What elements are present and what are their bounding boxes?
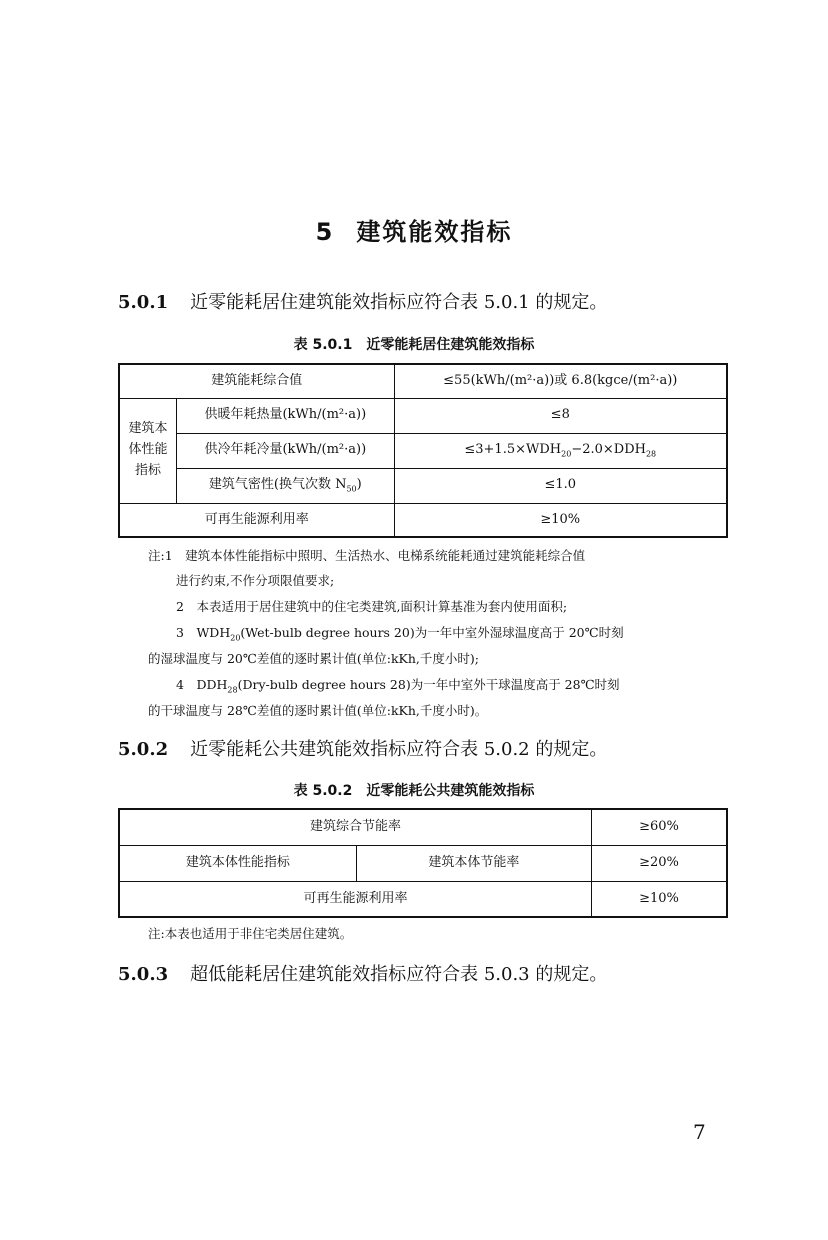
table-group-label bbox=[119, 398, 177, 503]
note-subscript: 20 bbox=[230, 633, 241, 643]
table-cell-value: ≤1.0 bbox=[394, 468, 727, 503]
table-note-3-line-1 bbox=[176, 625, 624, 643]
clause-number: 5.0.1 bbox=[118, 292, 169, 313]
table-cell-value bbox=[394, 433, 727, 468]
group-label-line: 体性能 bbox=[128, 442, 168, 458]
table-cell-label: 建筑能耗综合值 bbox=[119, 364, 394, 398]
table-cell-label bbox=[177, 468, 394, 503]
table-cell-label: 供暖年耗热量(kWh/(m²·a)) bbox=[177, 398, 394, 433]
table-row bbox=[119, 845, 727, 881]
table-row bbox=[119, 433, 727, 468]
table-cell-value: ≤8 bbox=[394, 398, 727, 433]
clause-text: 近零能耗公共建筑能效指标应符合表 5.0.2 的规定。 bbox=[190, 739, 608, 760]
table-note-1-line-1: 注:1 建筑本体性能指标中照明、生活热水、电梯系统能耗通过建筑能耗综合值 bbox=[148, 548, 586, 563]
clause-text: 超低能耗居住建筑能效指标应符合表 5.0.3 的规定。 bbox=[190, 964, 608, 985]
formula-part: ≤3+1.5×WDH bbox=[464, 441, 562, 457]
clause-text: 近零能耗居住建筑能效指标应符合表 5.0.1 的规定。 bbox=[190, 292, 608, 313]
clause-number: 5.0.2 bbox=[118, 739, 169, 760]
table-cell-value: ≥10% bbox=[591, 881, 727, 917]
table-cell-label: 建筑综合节能率 bbox=[119, 809, 591, 845]
table-row bbox=[119, 881, 727, 917]
table-cell-label: 供冷年耗冷量(kWh/(m²·a)) bbox=[177, 433, 394, 468]
label-part: 建筑气密性(换气次数 N bbox=[208, 476, 347, 492]
table-title: 近零能耗公共建筑能效指标 bbox=[366, 783, 535, 799]
table-note-4-line-1 bbox=[176, 677, 620, 695]
table-row bbox=[119, 364, 727, 398]
table-row bbox=[119, 503, 727, 537]
table-cell-value: ≥10% bbox=[394, 503, 727, 537]
table-row bbox=[119, 468, 727, 503]
table-row bbox=[119, 398, 727, 433]
table-5-0-1-caption bbox=[0, 334, 828, 354]
table-title: 近零能耗居住建筑能效指标 bbox=[366, 337, 535, 353]
table-5-0-2-caption bbox=[0, 780, 828, 800]
chapter-title bbox=[0, 212, 828, 247]
table-group-label: 建筑本体性能指标 bbox=[119, 845, 356, 881]
table-5-0-2 bbox=[118, 808, 728, 918]
table-5-0-2-note: 注:本表也适用于非住宅类居住建筑。 bbox=[148, 926, 353, 941]
clause-5-0-2 bbox=[118, 735, 607, 761]
label-subscript: 50 bbox=[346, 484, 357, 494]
note-part: (Wet-bulb degree hours 20)为一年中室外湿球温度高于 20℃时刻 bbox=[240, 625, 624, 640]
table-cell-value: ≥60% bbox=[591, 809, 727, 845]
group-label-line: 建筑本 bbox=[128, 421, 168, 437]
table-number: 表 5.0.1 bbox=[293, 337, 353, 353]
clause-5-0-1 bbox=[118, 288, 607, 314]
table-cell-label: 建筑本体节能率 bbox=[356, 845, 591, 881]
table-note-3-line-2: 的湿球温度与 20℃差值的逐时累计值(单位:kKh,千度小时); bbox=[148, 651, 479, 666]
table-cell-value: ≥20% bbox=[591, 845, 727, 881]
table-number: 表 5.0.2 bbox=[293, 783, 353, 799]
note-part: (Dry-bulb degree hours 28)为一年中室外干球温度高于 28℃时刻 bbox=[237, 677, 620, 692]
table-note-4-line-2: 的干球温度与 28℃差值的逐时累计值(单位:kKh,千度小时)。 bbox=[148, 703, 488, 718]
clause-5-0-3 bbox=[118, 960, 607, 986]
chapter-number: 5 bbox=[315, 218, 335, 246]
table-cell-label: 可再生能源利用率 bbox=[119, 881, 591, 917]
formula-part: −2.0×DDH bbox=[571, 441, 646, 457]
table-5-0-1 bbox=[118, 363, 728, 538]
table-row bbox=[119, 809, 727, 845]
note-part: 4 DDH bbox=[176, 677, 228, 692]
note-part: 3 WDH bbox=[176, 625, 231, 640]
formula-subscript: 20 bbox=[561, 449, 572, 459]
chapter-title-text: 建筑能效指标 bbox=[356, 218, 513, 246]
table-note-1-line-2: 进行约束,不作分项限值要求; bbox=[176, 573, 335, 588]
table-cell-value: ≤55(kWh/(m²·a))或 6.8(kgce/(m²·a)) bbox=[394, 364, 727, 398]
note-subscript: 28 bbox=[227, 685, 238, 695]
table-cell-label: 可再生能源利用率 bbox=[119, 503, 394, 537]
group-label-line: 指标 bbox=[135, 462, 162, 478]
label-part: ) bbox=[356, 476, 362, 492]
table-note-2: 2 本表适用于居住建筑中的住宅类建筑,面积计算基准为套内使用面积; bbox=[176, 599, 568, 614]
page-number: 7 bbox=[693, 1120, 706, 1144]
formula-subscript: 28 bbox=[645, 449, 657, 459]
clause-number: 5.0.3 bbox=[118, 964, 169, 985]
